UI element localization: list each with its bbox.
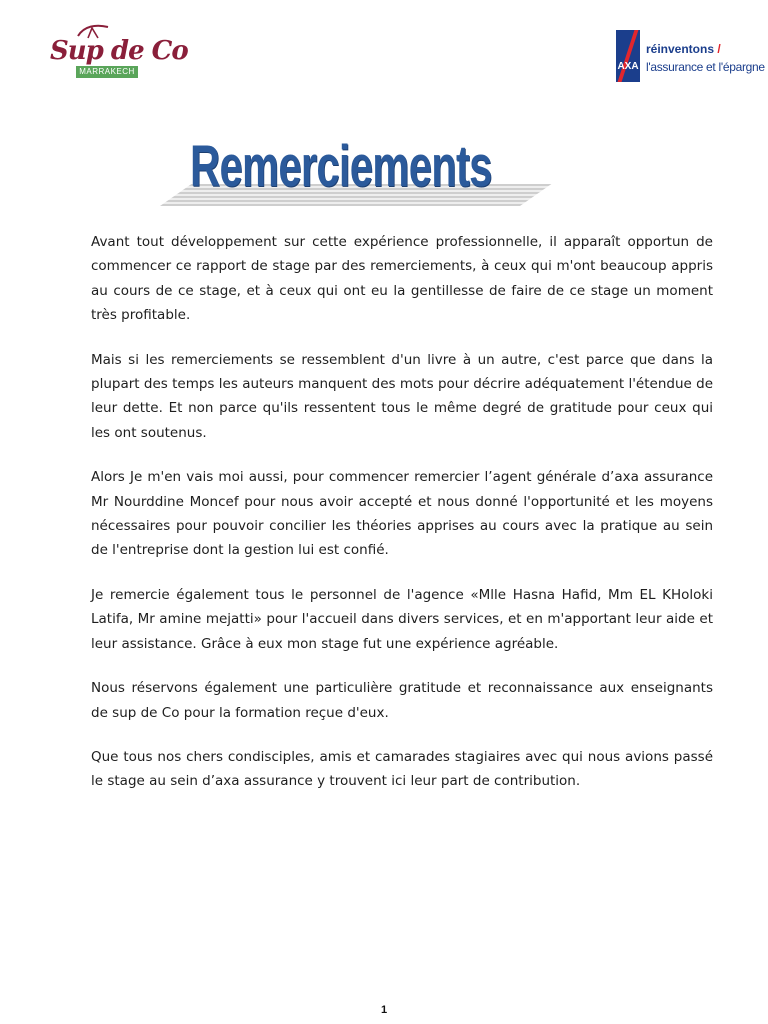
page-number: 1 bbox=[380, 1004, 388, 1016]
axa-mark bbox=[616, 30, 640, 82]
sup-de-co-logo bbox=[50, 22, 188, 84]
paragraph: Que tous nos chers condisciples, amis et camarades stagiaires avec qui nous avions passé le stage au sein d’axa assurance y trouvent ici leur part de contribution. bbox=[91, 748, 713, 790]
axa-mark-text: AXA bbox=[617, 61, 639, 72]
axa-logo bbox=[616, 30, 765, 86]
marrakech-label: MARRAKECH bbox=[76, 66, 138, 78]
axa-tagline-word: réinventons bbox=[646, 42, 715, 56]
paragraph: Avant tout développement sur cette expérience professionnelle, il apparaît opportun de commencer ce rapport de stage par des remerciements, à ceux qui m'ont beaucoup appris au cours de ce stage, et à ceux qui ont eu la gentillesse de faire de ce stage un moment très profitable. bbox=[91, 234, 713, 324]
paragraph: Mais si les remerciements se ressemblent d'un livre à un autre, c'est parce que dans la plupart des temps les auteurs manquent des mots pour décrire adéquatement l'étendue de leur dette. Et non parce qu'ils ressentent tous le même degré de gratitude pour ceux qui les ont soutenus. bbox=[91, 351, 713, 441]
axa-tagline-2: l'assurance et l'épargne bbox=[646, 60, 765, 74]
page-title-block bbox=[160, 134, 540, 212]
paragraph: Alors Je m'en vais moi aussi, pour commencer remercier l’agent générale d’axa assurance Mr Nourddine Moncef pour nous avoir accepté et nous donné l'opportunité et les moyens nécessaires pour pouvoir concilier les théories apprises au cours avec la pratique au sein de l'entreprise dont la gestion lui est confié. bbox=[91, 469, 713, 559]
axa-stripe-icon bbox=[618, 30, 639, 82]
body-text bbox=[91, 230, 713, 814]
axa-tagline-1 bbox=[646, 42, 721, 56]
sup-de-co-wordmark: Sup de Co bbox=[50, 36, 188, 66]
axa-tagline-slash: / bbox=[717, 42, 721, 56]
paragraph: Nous réservons également une particulière gratitude et reconnaissance aux enseignants de sup de Co pour la formation reçue d'eux. bbox=[91, 680, 713, 721]
page-title: Remerciements bbox=[190, 134, 492, 199]
paragraph: Je remercie également tous le personnel de l'agence «Mlle Hasna Hafid, Mm EL KHoloki Latifa, Mr amine mejatti» pour l'accueil dans divers services, et en m'apportant leur aide et leur assistance. Grâce à eux mon stage fut une expérience agréable. bbox=[91, 586, 713, 652]
